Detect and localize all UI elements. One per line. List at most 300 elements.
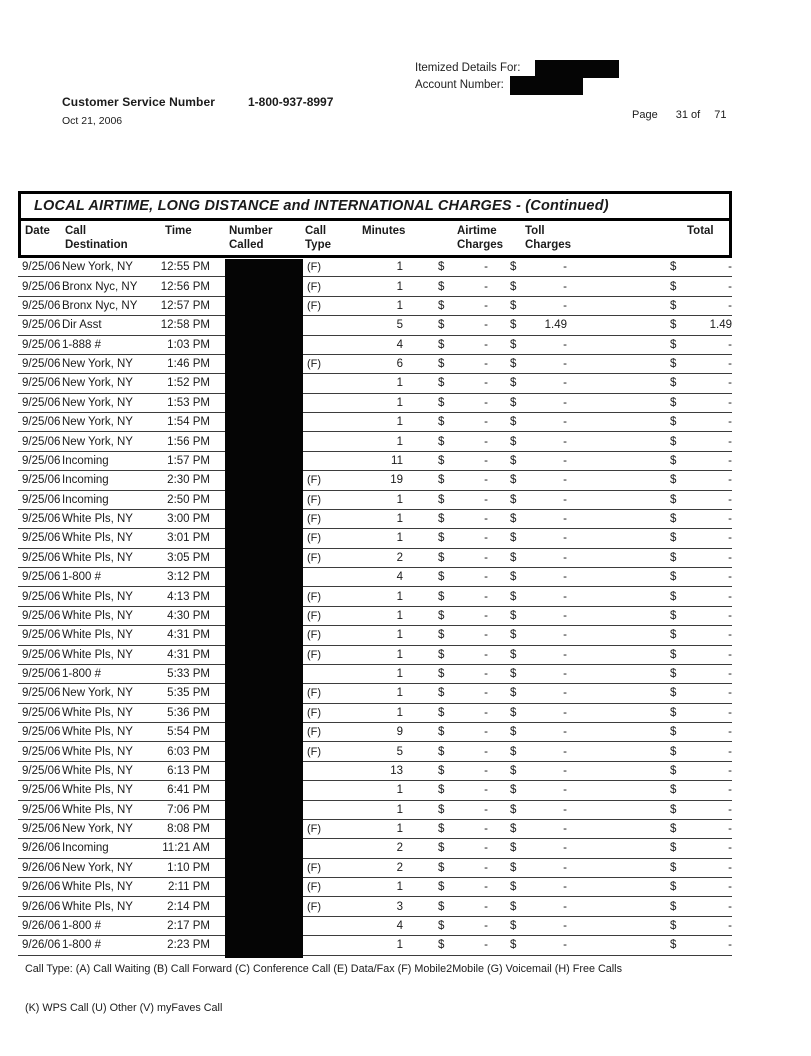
cell-total bbox=[670, 765, 732, 777]
table-row bbox=[18, 452, 732, 471]
table-row bbox=[18, 549, 732, 568]
cell-toll-value: - bbox=[563, 648, 567, 661]
cell-total-value: - bbox=[728, 648, 732, 661]
cell-total bbox=[670, 920, 732, 932]
cell-total-value: - bbox=[728, 881, 732, 894]
cell-toll-charges bbox=[510, 746, 567, 758]
cell-airtime-charges bbox=[438, 532, 488, 544]
cell-total-value: - bbox=[728, 842, 732, 855]
toll-currency-symbol: $ bbox=[510, 513, 517, 526]
cell-toll-value: - bbox=[563, 493, 567, 506]
cell-toll-value: - bbox=[563, 261, 567, 274]
redacted-number-called-column bbox=[225, 259, 303, 958]
cell-airtime-value: - bbox=[484, 919, 488, 932]
cell-date: 9/25/06 bbox=[22, 764, 61, 777]
airtime-currency-symbol: $ bbox=[438, 842, 445, 855]
cell-total-value: - bbox=[728, 784, 732, 797]
total-currency-symbol: $ bbox=[670, 919, 677, 932]
cell-destination: White Pls, NY bbox=[62, 513, 133, 526]
cell-destination: Incoming bbox=[62, 454, 109, 467]
cell-minutes: 1 bbox=[396, 435, 403, 448]
cell-total bbox=[670, 281, 732, 293]
cell-toll-charges bbox=[510, 339, 567, 351]
cell-destination: 1-800 # bbox=[62, 939, 102, 952]
total-currency-symbol: $ bbox=[670, 571, 677, 584]
cell-airtime-charges bbox=[438, 765, 488, 777]
toll-currency-symbol: $ bbox=[510, 609, 517, 622]
cell-total bbox=[670, 397, 732, 409]
total-currency-symbol: $ bbox=[670, 493, 677, 506]
cell-airtime-charges bbox=[438, 377, 488, 389]
cell-total-value: - bbox=[728, 299, 732, 312]
cell-total-value: - bbox=[728, 764, 732, 777]
cell-total bbox=[670, 881, 732, 893]
cell-toll-charges bbox=[510, 281, 567, 293]
cell-date: 9/25/06 bbox=[22, 474, 61, 487]
cell-airtime-charges bbox=[438, 746, 488, 758]
cell-airtime-value: - bbox=[484, 377, 488, 390]
statement-date: Oct 21, 2006 bbox=[62, 115, 123, 127]
cell-minutes: 19 bbox=[390, 474, 403, 487]
cell-destination: White Pls, NY bbox=[62, 532, 133, 545]
cell-call-type: (F) bbox=[307, 706, 322, 719]
cell-date: 9/25/06 bbox=[22, 513, 61, 526]
cell-toll-value: - bbox=[563, 706, 567, 719]
cell-total-value: - bbox=[728, 861, 732, 874]
cell-toll-value: - bbox=[563, 338, 567, 351]
cell-minutes: 1 bbox=[396, 881, 403, 894]
toll-currency-symbol: $ bbox=[510, 319, 517, 332]
table-row bbox=[18, 471, 732, 490]
cell-destination: Incoming bbox=[62, 842, 109, 855]
toll-currency-symbol: $ bbox=[510, 280, 517, 293]
cell-minutes: 4 bbox=[396, 919, 403, 932]
cell-minutes: 1 bbox=[396, 823, 403, 836]
total-currency-symbol: $ bbox=[670, 435, 677, 448]
call-type-legend-line1: Call Type: (A) Call Waiting (B) Call Forward (C) Conference Call (E) Data/Fax (F) Mobile2Mobile (G) Voicemail (H) Free Calls bbox=[25, 963, 622, 975]
cell-toll-charges bbox=[510, 261, 567, 273]
cell-destination: White Pls, NY bbox=[62, 881, 133, 894]
cell-airtime-charges bbox=[438, 629, 488, 641]
cell-airtime-value: - bbox=[484, 358, 488, 371]
cell-total bbox=[670, 784, 732, 796]
total-currency-symbol: $ bbox=[670, 474, 677, 487]
airtime-currency-symbol: $ bbox=[438, 280, 445, 293]
cell-total-value: - bbox=[728, 609, 732, 622]
cell-date: 9/25/06 bbox=[22, 648, 61, 661]
cell-total bbox=[670, 746, 732, 758]
table-row bbox=[18, 762, 732, 781]
cell-airtime-value: - bbox=[484, 939, 488, 952]
total-currency-symbol: $ bbox=[670, 764, 677, 777]
cell-toll-value: - bbox=[563, 396, 567, 409]
cell-destination: White Pls, NY bbox=[62, 551, 133, 564]
cell-toll-charges bbox=[510, 668, 567, 680]
cell-toll-charges bbox=[510, 629, 567, 641]
cell-date: 9/25/06 bbox=[22, 416, 61, 429]
airtime-currency-symbol: $ bbox=[438, 261, 445, 274]
cell-time: 4:30 PM bbox=[167, 609, 210, 622]
cell-toll-value: - bbox=[563, 919, 567, 932]
call-type-legend-line2: (K) WPS Call (U) Other (V) myFaves Call bbox=[25, 1002, 223, 1014]
cell-call-type: (F) bbox=[307, 474, 322, 487]
toll-currency-symbol: $ bbox=[510, 745, 517, 758]
cell-total bbox=[670, 939, 732, 951]
cell-total bbox=[670, 610, 732, 622]
cell-toll-charges bbox=[510, 300, 567, 312]
airtime-currency-symbol: $ bbox=[438, 435, 445, 448]
cell-airtime-value: - bbox=[484, 764, 488, 777]
cell-minutes: 1 bbox=[396, 396, 403, 409]
cell-call-type: (F) bbox=[307, 493, 322, 506]
table-row bbox=[18, 587, 732, 606]
cell-call-type: (F) bbox=[307, 900, 322, 913]
cell-total-value: - bbox=[728, 513, 732, 526]
airtime-currency-symbol: $ bbox=[438, 726, 445, 739]
total-currency-symbol: $ bbox=[670, 338, 677, 351]
cell-airtime-value: - bbox=[484, 706, 488, 719]
table-row bbox=[18, 820, 732, 839]
cell-total bbox=[670, 339, 732, 351]
cell-minutes: 2 bbox=[396, 551, 403, 564]
cell-total-value: - bbox=[728, 338, 732, 351]
cell-date: 9/26/06 bbox=[22, 861, 61, 874]
cell-total bbox=[670, 687, 732, 699]
cell-minutes: 5 bbox=[396, 745, 403, 758]
cell-destination: White Pls, NY bbox=[62, 648, 133, 661]
cell-airtime-value: - bbox=[484, 474, 488, 487]
cell-airtime-charges bbox=[438, 707, 488, 719]
cell-total-value: - bbox=[728, 919, 732, 932]
cell-airtime-charges bbox=[438, 726, 488, 738]
cell-time: 5:33 PM bbox=[167, 668, 210, 681]
cell-airtime-value: - bbox=[484, 396, 488, 409]
cell-toll-charges bbox=[510, 358, 567, 370]
cell-call-type: (F) bbox=[307, 280, 322, 293]
total-currency-symbol: $ bbox=[670, 551, 677, 564]
cell-total bbox=[670, 300, 732, 312]
cell-toll-value: - bbox=[563, 881, 567, 894]
cell-destination: White Pls, NY bbox=[62, 764, 133, 777]
toll-currency-symbol: $ bbox=[510, 493, 517, 506]
cell-toll-value: - bbox=[563, 513, 567, 526]
cell-time: 3:00 PM bbox=[167, 513, 210, 526]
cell-airtime-value: - bbox=[484, 590, 488, 603]
cell-time: 12:56 PM bbox=[160, 280, 210, 293]
cell-time: 1:10 PM bbox=[167, 861, 210, 874]
cell-call-type: (F) bbox=[307, 532, 322, 545]
cell-minutes: 1 bbox=[396, 261, 403, 274]
cell-total bbox=[670, 629, 732, 641]
account-number-label: Account Number: bbox=[415, 79, 504, 91]
cell-airtime-charges bbox=[438, 319, 488, 331]
cell-total bbox=[670, 494, 732, 506]
cell-minutes: 1 bbox=[396, 609, 403, 622]
cell-time: 12:55 PM bbox=[160, 261, 210, 274]
cell-airtime-charges bbox=[438, 823, 488, 835]
table-row bbox=[18, 626, 732, 645]
total-currency-symbol: $ bbox=[670, 861, 677, 874]
cell-toll-value: - bbox=[563, 590, 567, 603]
total-currency-symbol: $ bbox=[670, 590, 677, 603]
cell-minutes: 1 bbox=[396, 668, 403, 681]
cell-time: 8:08 PM bbox=[167, 823, 210, 836]
cell-airtime-value: - bbox=[484, 416, 488, 429]
cell-time: 6:03 PM bbox=[167, 745, 210, 758]
cell-total bbox=[670, 862, 732, 874]
cell-toll-value: - bbox=[563, 939, 567, 952]
cell-toll-value: - bbox=[563, 803, 567, 816]
cell-destination: New York, NY bbox=[62, 416, 133, 429]
page-current: 31 bbox=[675, 109, 688, 121]
cell-call-type: (F) bbox=[307, 629, 322, 642]
table-row bbox=[18, 781, 732, 800]
table-row bbox=[18, 704, 732, 723]
cell-toll-value: - bbox=[563, 435, 567, 448]
cell-toll-charges bbox=[510, 804, 567, 816]
cell-minutes: 1 bbox=[396, 513, 403, 526]
table-column-header bbox=[21, 221, 729, 255]
table-row bbox=[18, 665, 732, 684]
cell-total bbox=[670, 358, 732, 370]
cell-minutes: 4 bbox=[396, 338, 403, 351]
charges-table bbox=[18, 191, 732, 956]
table-row bbox=[18, 607, 732, 626]
airtime-currency-symbol: $ bbox=[438, 668, 445, 681]
total-currency-symbol: $ bbox=[670, 823, 677, 836]
total-currency-symbol: $ bbox=[670, 609, 677, 622]
cell-time: 1:03 PM bbox=[167, 338, 210, 351]
cell-toll-value: - bbox=[563, 668, 567, 681]
cell-total bbox=[670, 842, 732, 854]
cell-airtime-value: - bbox=[484, 900, 488, 913]
cell-airtime-value: - bbox=[484, 571, 488, 584]
toll-currency-symbol: $ bbox=[510, 396, 517, 409]
total-currency-symbol: $ bbox=[670, 784, 677, 797]
cell-total bbox=[670, 804, 732, 816]
total-currency-symbol: $ bbox=[670, 280, 677, 293]
cell-call-type: (F) bbox=[307, 648, 322, 661]
airtime-currency-symbol: $ bbox=[438, 900, 445, 913]
cell-destination: White Pls, NY bbox=[62, 706, 133, 719]
cell-airtime-charges bbox=[438, 571, 488, 583]
cell-call-type: (F) bbox=[307, 609, 322, 622]
customer-service-label: Customer Service Number bbox=[62, 95, 216, 109]
airtime-currency-symbol: $ bbox=[438, 299, 445, 312]
cell-total-value: - bbox=[728, 745, 732, 758]
cell-destination: Incoming bbox=[62, 493, 109, 506]
cell-date: 9/25/06 bbox=[22, 261, 61, 274]
table-row bbox=[18, 936, 732, 955]
cell-airtime-charges bbox=[438, 397, 488, 409]
cell-airtime-value: - bbox=[484, 532, 488, 545]
total-currency-symbol: $ bbox=[670, 358, 677, 371]
total-currency-symbol: $ bbox=[670, 687, 677, 700]
cell-destination: Dir Asst bbox=[62, 319, 102, 332]
cell-total-value: - bbox=[728, 474, 732, 487]
cell-date: 9/26/06 bbox=[22, 919, 61, 932]
cell-destination: 1-888 # bbox=[62, 338, 102, 351]
total-currency-symbol: $ bbox=[670, 377, 677, 390]
cell-airtime-charges bbox=[438, 358, 488, 370]
table-row bbox=[18, 336, 732, 355]
airtime-currency-symbol: $ bbox=[438, 319, 445, 332]
cell-time: 2:17 PM bbox=[167, 919, 210, 932]
cell-time: 2:50 PM bbox=[167, 493, 210, 506]
cell-time: 2:30 PM bbox=[167, 474, 210, 487]
cell-total bbox=[670, 513, 732, 525]
cell-toll-value: - bbox=[563, 726, 567, 739]
cell-toll-charges bbox=[510, 823, 567, 835]
table-row bbox=[18, 394, 732, 413]
total-currency-symbol: $ bbox=[670, 745, 677, 758]
cell-destination: New York, NY bbox=[62, 687, 133, 700]
col-header-total: Total bbox=[687, 225, 714, 237]
col-header-date: Date bbox=[25, 225, 50, 237]
col-header-time: Time bbox=[165, 225, 192, 237]
cell-airtime-value: - bbox=[484, 803, 488, 816]
cell-toll-charges bbox=[510, 552, 567, 564]
airtime-currency-symbol: $ bbox=[438, 358, 445, 371]
cell-call-type: (F) bbox=[307, 861, 322, 874]
table-row bbox=[18, 839, 732, 858]
cell-time: 12:57 PM bbox=[160, 299, 210, 312]
cell-date: 9/25/06 bbox=[22, 280, 61, 293]
table-row bbox=[18, 801, 732, 820]
cell-total bbox=[670, 532, 732, 544]
col-header-number-called: Number Called bbox=[229, 225, 273, 251]
toll-currency-symbol: $ bbox=[510, 861, 517, 874]
toll-currency-symbol: $ bbox=[510, 454, 517, 467]
total-currency-symbol: $ bbox=[670, 803, 677, 816]
cell-total-value: - bbox=[728, 571, 732, 584]
cell-destination: New York, NY bbox=[62, 861, 133, 874]
cell-date: 9/25/06 bbox=[22, 629, 61, 642]
cell-total bbox=[670, 649, 732, 661]
cell-airtime-charges bbox=[438, 455, 488, 467]
cell-destination: New York, NY bbox=[62, 396, 133, 409]
airtime-currency-symbol: $ bbox=[438, 532, 445, 545]
cell-time: 11:21 AM bbox=[162, 842, 210, 855]
cell-airtime-charges bbox=[438, 339, 488, 351]
toll-currency-symbol: $ bbox=[510, 648, 517, 661]
cell-total-value: - bbox=[728, 668, 732, 681]
cell-toll-charges bbox=[510, 416, 567, 428]
table-row bbox=[18, 568, 732, 587]
cell-destination: White Pls, NY bbox=[62, 745, 133, 758]
cell-toll-value: - bbox=[563, 358, 567, 371]
airtime-currency-symbol: $ bbox=[438, 454, 445, 467]
cell-date: 9/25/06 bbox=[22, 668, 61, 681]
cell-toll-value: - bbox=[563, 861, 567, 874]
cell-minutes: 9 bbox=[396, 726, 403, 739]
cell-time: 3:05 PM bbox=[167, 551, 210, 564]
total-currency-symbol: $ bbox=[670, 319, 677, 332]
cell-toll-value: - bbox=[563, 532, 567, 545]
cell-airtime-value: - bbox=[484, 609, 488, 622]
cell-airtime-value: - bbox=[484, 629, 488, 642]
cell-airtime-charges bbox=[438, 261, 488, 273]
cell-toll-charges bbox=[510, 707, 567, 719]
cell-airtime-value: - bbox=[484, 668, 488, 681]
cell-total bbox=[670, 416, 732, 428]
cell-airtime-charges bbox=[438, 687, 488, 699]
cell-total-value: - bbox=[728, 454, 732, 467]
cell-date: 9/25/06 bbox=[22, 532, 61, 545]
toll-currency-symbol: $ bbox=[510, 668, 517, 681]
cell-toll-value: - bbox=[563, 571, 567, 584]
cell-total bbox=[670, 823, 732, 835]
cell-minutes: 1 bbox=[396, 648, 403, 661]
cell-toll-charges bbox=[510, 901, 567, 913]
airtime-currency-symbol: $ bbox=[438, 861, 445, 874]
total-currency-symbol: $ bbox=[670, 532, 677, 545]
cell-call-type: (F) bbox=[307, 261, 322, 274]
cell-destination: White Pls, NY bbox=[62, 900, 133, 913]
total-currency-symbol: $ bbox=[670, 261, 677, 274]
cell-destination: White Pls, NY bbox=[62, 609, 133, 622]
airtime-currency-symbol: $ bbox=[438, 513, 445, 526]
airtime-currency-symbol: $ bbox=[438, 571, 445, 584]
cell-total bbox=[670, 436, 732, 448]
cell-time: 4:31 PM bbox=[167, 629, 210, 642]
table-row bbox=[18, 859, 732, 878]
table-row bbox=[18, 897, 732, 916]
cell-call-type: (F) bbox=[307, 358, 322, 371]
airtime-currency-symbol: $ bbox=[438, 609, 445, 622]
cell-toll-charges bbox=[510, 532, 567, 544]
cell-time: 6:41 PM bbox=[167, 784, 210, 797]
cell-airtime-charges bbox=[438, 416, 488, 428]
total-currency-symbol: $ bbox=[670, 706, 677, 719]
cell-airtime-value: - bbox=[484, 319, 488, 332]
cell-date: 9/25/06 bbox=[22, 706, 61, 719]
cell-destination: New York, NY bbox=[62, 823, 133, 836]
toll-currency-symbol: $ bbox=[510, 299, 517, 312]
cell-date: 9/25/06 bbox=[22, 435, 61, 448]
cell-airtime-charges bbox=[438, 591, 488, 603]
cell-airtime-charges bbox=[438, 920, 488, 932]
cell-toll-charges bbox=[510, 591, 567, 603]
cell-destination: White Pls, NY bbox=[62, 784, 133, 797]
toll-currency-symbol: $ bbox=[510, 358, 517, 371]
cell-destination: White Pls, NY bbox=[62, 726, 133, 739]
cell-airtime-charges bbox=[438, 842, 488, 854]
cell-toll-charges bbox=[510, 765, 567, 777]
table-row bbox=[18, 277, 732, 296]
cell-date: 9/25/06 bbox=[22, 338, 61, 351]
cell-minutes: 1 bbox=[396, 803, 403, 816]
cell-airtime-value: - bbox=[484, 280, 488, 293]
toll-currency-symbol: $ bbox=[510, 900, 517, 913]
toll-currency-symbol: $ bbox=[510, 764, 517, 777]
toll-currency-symbol: $ bbox=[510, 474, 517, 487]
cell-toll-charges bbox=[510, 842, 567, 854]
customer-service-number: 1-800-937-8997 bbox=[248, 95, 334, 109]
cell-toll-value: - bbox=[563, 629, 567, 642]
cell-destination: Bronx Nyc, NY bbox=[62, 299, 138, 312]
cell-toll-value: - bbox=[563, 474, 567, 487]
cell-total bbox=[670, 571, 732, 583]
cell-destination: New York, NY bbox=[62, 261, 133, 274]
cell-airtime-value: - bbox=[484, 687, 488, 700]
cell-total-value: - bbox=[728, 261, 732, 274]
cell-minutes: 1 bbox=[396, 939, 403, 952]
total-currency-symbol: $ bbox=[670, 900, 677, 913]
page-indicator bbox=[632, 109, 752, 121]
cell-airtime-value: - bbox=[484, 823, 488, 836]
cell-minutes: 1 bbox=[396, 687, 403, 700]
